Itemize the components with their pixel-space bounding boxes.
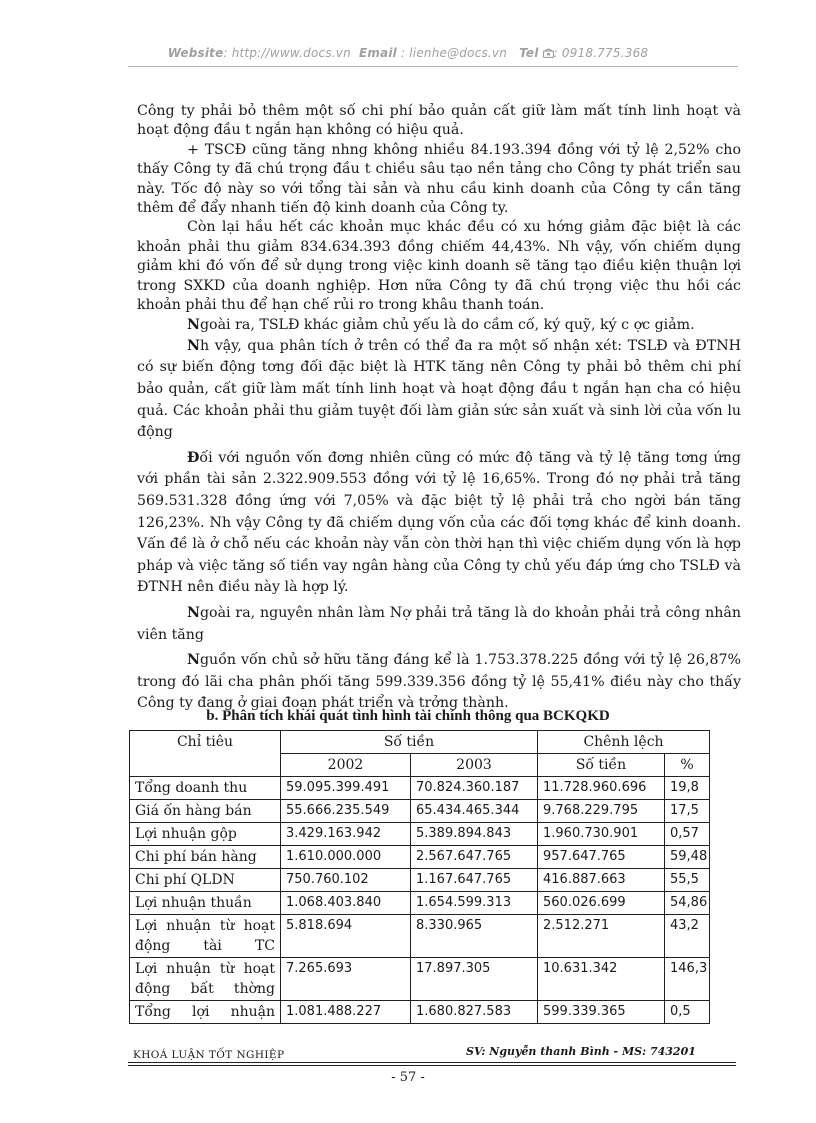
value-2003: 1.680.827.583 <box>411 1001 538 1024</box>
table-row <box>130 1001 710 1024</box>
paragraph <box>137 448 741 599</box>
email-label: Email <box>358 46 397 60</box>
footer-thesis-label: KHOÁ LUẬN TỐT NGHIỆP <box>133 1049 285 1061</box>
value-2002: 59.095.399.491 <box>281 777 411 800</box>
value-2002: 1.610.000.000 <box>281 846 411 869</box>
row-label: Lợi nhuận thuần <box>130 892 281 915</box>
table-row <box>130 915 710 958</box>
table-row <box>130 800 710 823</box>
row-label: Lợi nhuận từ hoạt động bất thờng <box>130 958 281 1001</box>
income-statement-table <box>129 730 710 1024</box>
tel-value: : 0918.775.368 <box>553 46 649 60</box>
paragraph <box>137 650 741 715</box>
row-label: Lợi nhuận từ hoạt động tài TC <box>130 915 281 958</box>
header-2003: 2003 <box>411 754 538 777</box>
table-row <box>130 958 710 1001</box>
paragraph-lead: N <box>187 337 200 354</box>
table-header-row <box>130 731 710 754</box>
value-pct: 0,57 <box>665 823 710 846</box>
value-2002: 55.666.235.549 <box>281 800 411 823</box>
value-2003: 8.330.965 <box>411 915 538 958</box>
value-2003: 65.434.465.344 <box>411 800 538 823</box>
row-label: Chi phí bán hàng <box>130 846 281 869</box>
paragraph-text: goài ra, nguyên nhân làm Nợ phải trả tăng là do khoản phải trả công nhân viên tăng <box>137 605 741 643</box>
paragraph-lead: Đ <box>187 449 200 466</box>
phone-icon <box>543 48 554 58</box>
value-2002: 3.429.163.942 <box>281 823 411 846</box>
value-diff: 11.728.960.696 <box>538 777 665 800</box>
paragraph: Còn lại hầu hết các khoản mục khác đều có xu hớng giảm đặc biệt là các khoản phải thu giảm 834.634.393 đồng chiếm 44,43%. Nh vậy, vốn chiếm dụng giảm khi đó vốn để sử dụng trong việc kinh doanh sẽ tăng tạo điều kiện thuận lợi trong SXKD của doanh nghiệp. Hơn nữa Công ty đã chú trọng việc thu hồi các khoản phải thu để hạn chế rủi ro trong khâu thanh toán. <box>137 219 741 314</box>
paragraph-text: guồn vốn chủ sở hữu tăng đáng kể là 1.753.378.225 đồng với tỷ lệ 26,87% trong đó lãi cha phân phối tăng 599.339.356 đồng tỷ lệ 55,41% điều này cho thấy Công ty đang ở giai đoạn phát triển và trởng thành. <box>137 652 741 712</box>
table-row <box>130 846 710 869</box>
paragraph-text: h vậy, qua phân tích ở trên có thể đa ra một số nhận xét: TSLĐ và ĐTNH có sự biến động tơng đối đặc biệt là HTK tăng nên Công ty phải bỏ thêm chi phí bảo quản, cất giữ làm mất tính linh hoạt và hoạt động đầu t ngắn hạn cha có hiệu quả. Các khoản phải thu giảm tuyệt đối làm giản sức sản xuất và sinh lời của vốn lu động <box>137 337 741 441</box>
value-2003: 1.167.647.765 <box>411 869 538 892</box>
header-diff-pct: % <box>665 754 710 777</box>
row-label: Chi phí QLDN <box>130 869 281 892</box>
website-label: Website <box>167 46 224 60</box>
paragraph: Công ty phải bỏ thêm một số chi phí bảo quản cất giữ làm mất tính linh hoạt và hoạt động đầu t ngắn hạn không có hiệu quả. <box>137 103 741 139</box>
value-2002: 5.818.694 <box>281 915 411 958</box>
value-2002: 1.081.488.227 <box>281 1001 411 1024</box>
value-2003: 70.824.360.187 <box>411 777 538 800</box>
value-diff: 9.768.229.795 <box>538 800 665 823</box>
tel-label: Tel <box>519 46 539 60</box>
value-pct: 55,5 <box>665 869 710 892</box>
website-link[interactable]: : http://www.docs.vn <box>223 46 351 60</box>
table-row <box>130 777 710 800</box>
value-2003: 2.567.647.765 <box>411 846 538 869</box>
value-2003: 1.654.599.313 <box>411 892 538 915</box>
table-row <box>130 823 710 846</box>
email-link[interactable]: : lienhe@docs.vn <box>401 46 508 60</box>
value-2003: 5.389.894.843 <box>411 823 538 846</box>
paragraph-lead: N <box>187 605 200 621</box>
value-pct: 54,86 <box>665 892 710 915</box>
header-2002: 2002 <box>281 754 411 777</box>
header-amount: Số tiền <box>281 731 538 754</box>
paragraph-lead: N <box>187 652 200 669</box>
paragraph <box>137 603 741 646</box>
header-diff-amount: Số tiền <box>538 754 665 777</box>
footer-student-info: SV: Nguyễn thanh Bình - MS: 743201 <box>466 1045 696 1058</box>
header-difference: Chênh lệch <box>538 731 710 754</box>
footer-divider <box>128 1065 736 1066</box>
value-diff: 10.631.342 <box>538 958 665 1001</box>
row-label: Giá ốn hàng bán <box>130 800 281 823</box>
header-divider <box>128 66 738 67</box>
value-diff: 1.960.730.901 <box>538 823 665 846</box>
section-title: b. Phân tích khái quát tình hình tài chính thông qua BCKQKD <box>206 708 610 724</box>
footer-divider <box>128 1062 736 1063</box>
row-label: Tổng doanh thu <box>130 777 281 800</box>
value-pct: 146,3 <box>665 958 710 1001</box>
paragraph <box>137 316 741 335</box>
row-label: Tổng lợi nhuận <box>130 1001 281 1024</box>
value-diff: 560.026.699 <box>538 892 665 915</box>
header-indicator: Chỉ tiêu <box>130 731 281 777</box>
body-text <box>137 102 741 715</box>
value-diff: 957.647.765 <box>538 846 665 869</box>
value-pct: 59,48 <box>665 846 710 869</box>
paragraph-text: goài ra, TSLĐ khác giảm chủ yếu là do cầm cố, ký quỹ, ký c ợc giảm. <box>199 317 695 334</box>
page-number: - 57 - <box>391 1070 425 1085</box>
paragraph-lead: N <box>187 317 200 334</box>
table-row <box>130 869 710 892</box>
paragraph-text: ối với nguồn vốn đơng nhiên cũng có mức độ tăng và tỷ lệ tăng tơng ứng với phần tài sản 2.322.909.553 đồng với tỷ lệ 16,65%. Trong đó nợ phải trả tăng 569.531.328 đồng ứng với 7,05% và đặc biệt tỷ lệ phải trả cho ngời bán tăng 126,23%. Nh vậy Công ty đã chiếm dụng vốn của các đối tợng khác để kinh doanh. Vấn đề là ở chỗ nếu các khoản này vẫn còn thời hạn thì việc chiếm dụng vốn là hợp pháp và việc tăng số tiền vay ngân hàng của Công ty chủ yếu đáp ứng cho TSLĐ và ĐTNH nên điều này là hợp lý. <box>137 449 741 596</box>
page-header <box>0 46 816 60</box>
value-2003: 17.897.305 <box>411 958 538 1001</box>
paragraph <box>137 336 741 444</box>
value-2002: 7.265.693 <box>281 958 411 1001</box>
value-pct: 19,8 <box>665 777 710 800</box>
value-2002: 1.068.403.840 <box>281 892 411 915</box>
paragraph: + TSCĐ cũng tăng nhng không nhiều 84.193.394 đồng với tỷ lệ 2,52% cho thấy Công ty đã chú trọng đầu t chiều sâu tạo nền tảng cho Công ty phát triển sau này. Tốc độ này so với tổng tài sản và nhu cầu kinh doanh của Công ty cần tăng thêm để đẩy nhanh tiến độ kinh doanh của Công ty. <box>137 141 741 217</box>
value-diff: 2.512.271 <box>538 915 665 958</box>
value-pct: 43,2 <box>665 915 710 958</box>
value-diff: 416.887.663 <box>538 869 665 892</box>
value-2002: 750.760.102 <box>281 869 411 892</box>
value-diff: 599.339.365 <box>538 1001 665 1024</box>
row-label: Lợi nhuận gộp <box>130 823 281 846</box>
table-row <box>130 892 710 915</box>
value-pct: 17,5 <box>665 800 710 823</box>
value-pct: 0,5 <box>665 1001 710 1024</box>
